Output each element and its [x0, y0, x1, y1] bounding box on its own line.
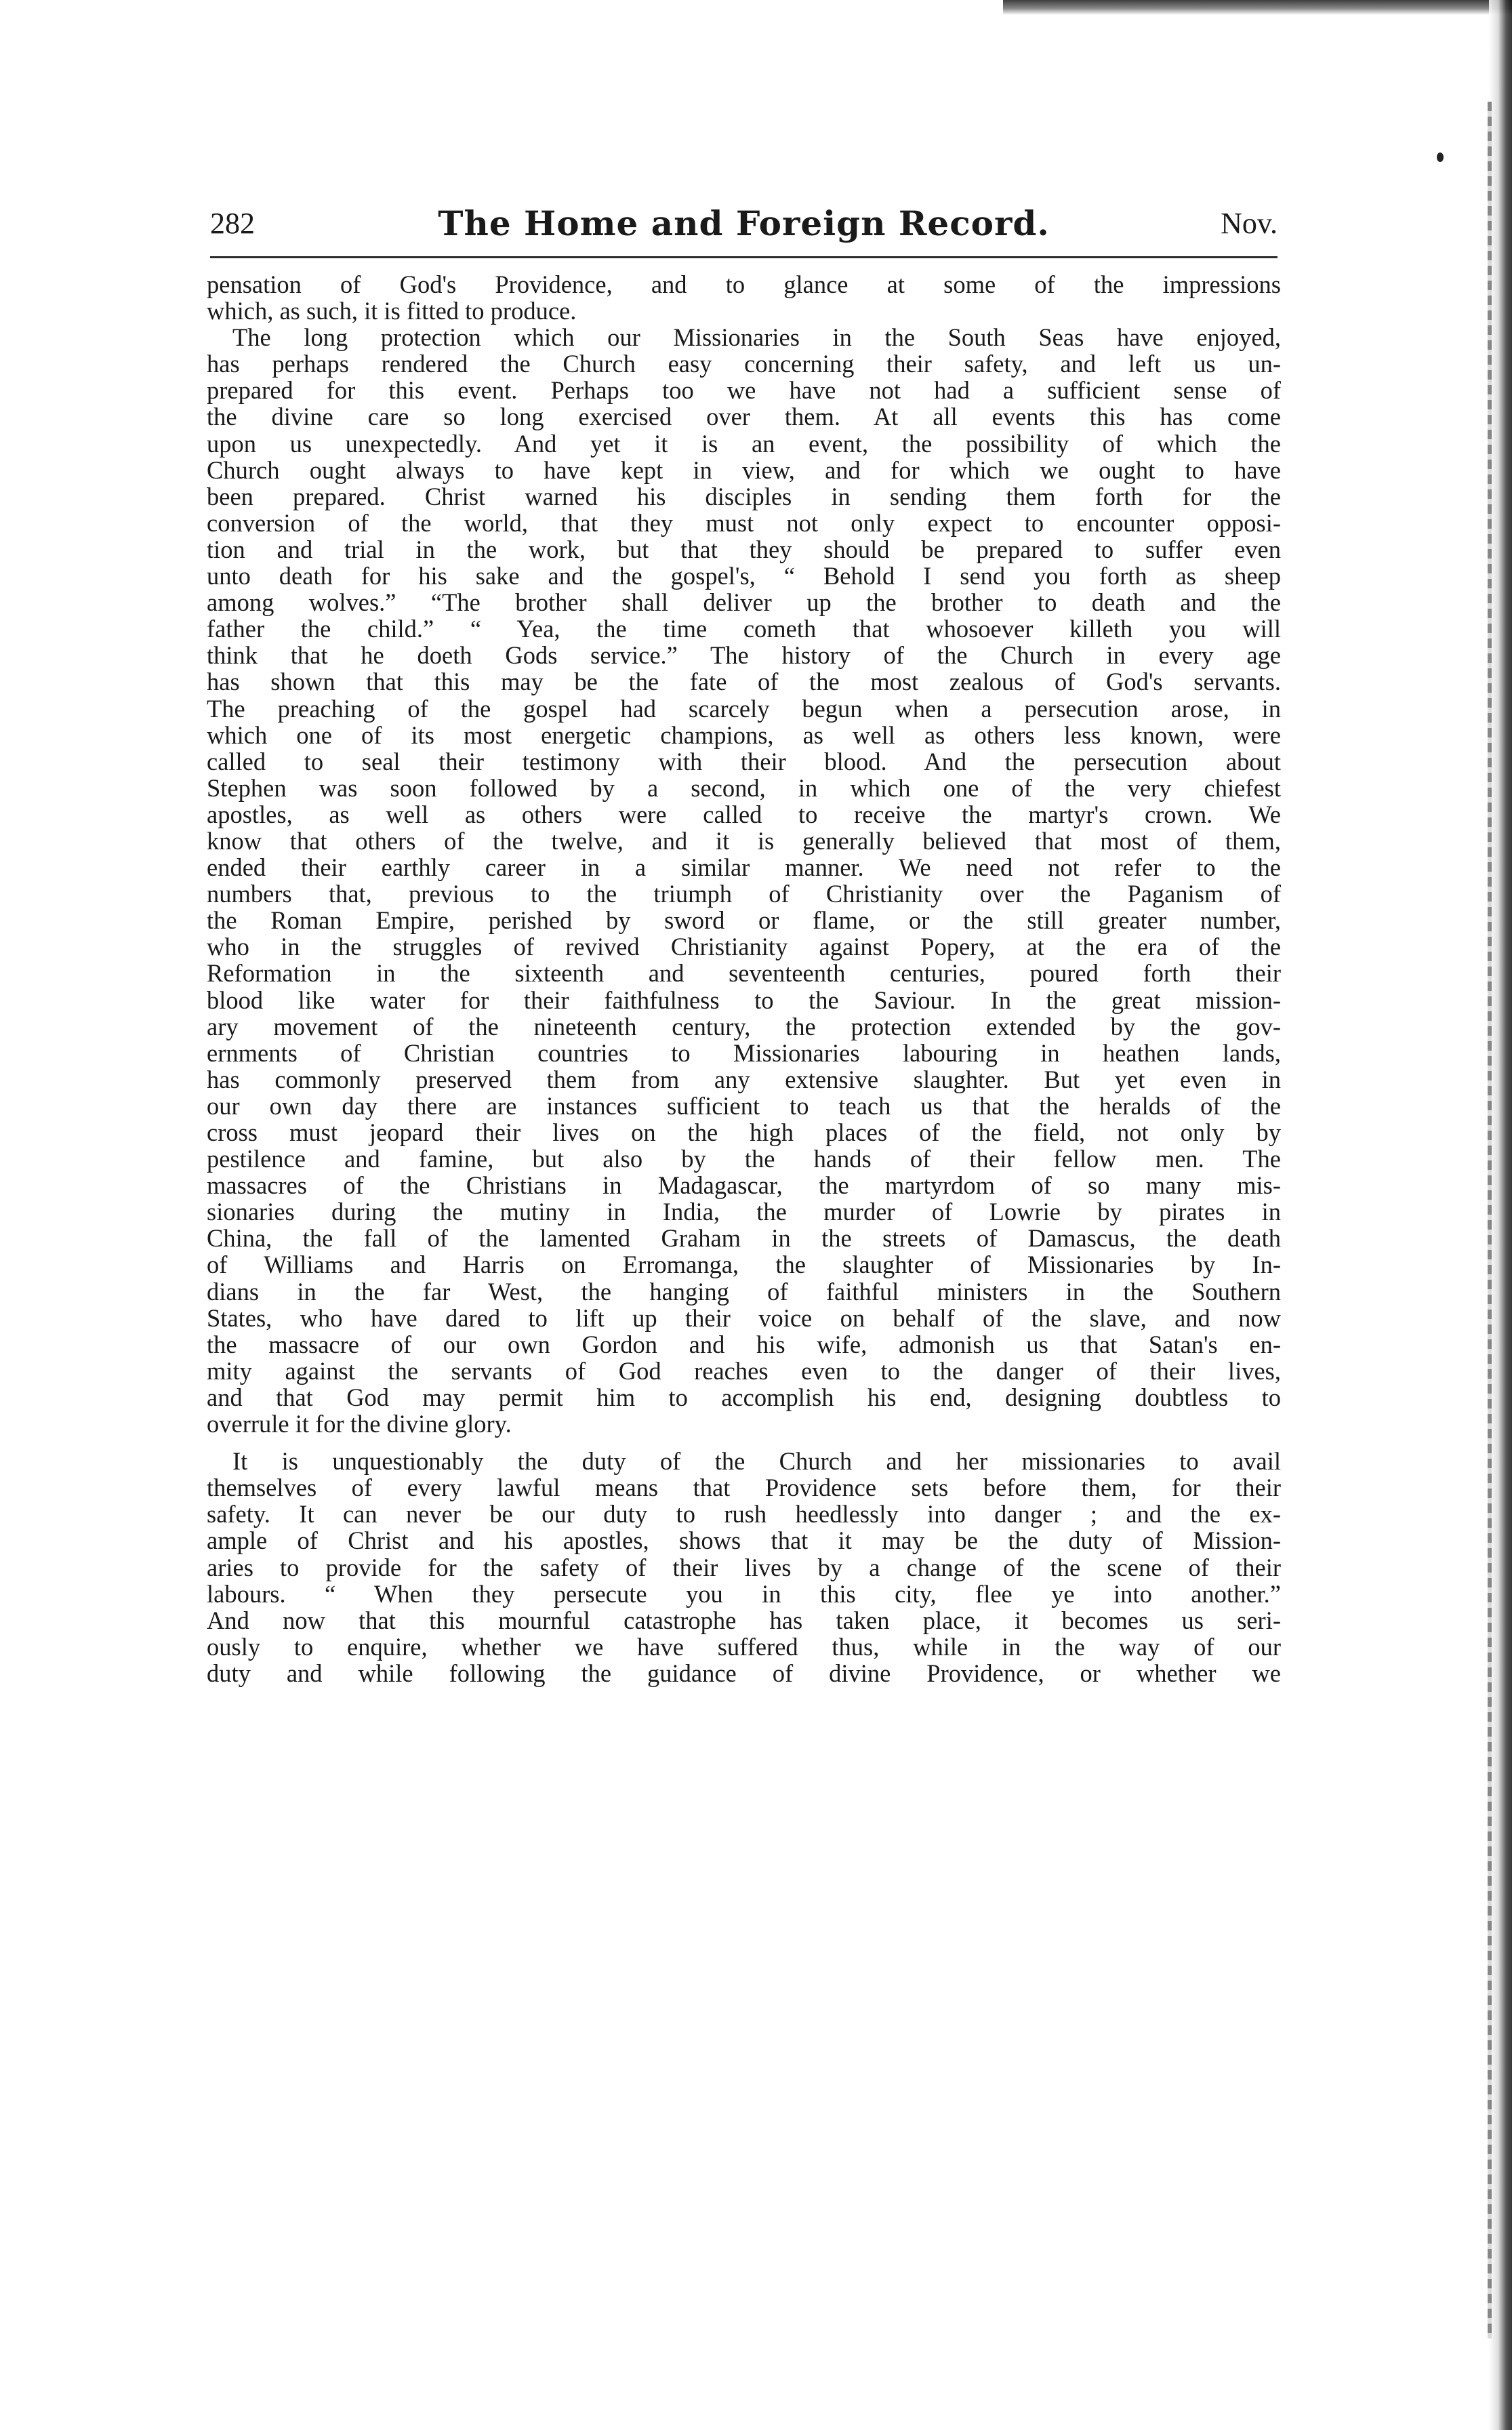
- text-line: cross must jeopard their lives on the high places of the field, not only by: [207, 1118, 1281, 1146]
- text-line: the Roman Empire, perished by sword or flame, or the still greater number,: [207, 906, 1281, 935]
- text-line: has commonly preserved them from any extensive slaughter. But yet even in: [207, 1065, 1281, 1093]
- text-line: The preaching of the gospel had scarcely begun when a persecution arose, in: [207, 694, 1281, 723]
- text-line: Church ought always to have kept in view, and for which we ought to have: [207, 455, 1281, 484]
- text-line: The long protection which our Missionaries in the South Seas have enjoyed,: [232, 323, 1281, 352]
- text-line: States, who have dared to lift up their voice on behalf of the slave, and now: [207, 1303, 1281, 1332]
- text-line: unto death for his sake and the gospel's, “ Behold I send you forth as sheep: [207, 562, 1281, 590]
- text-line: It is unquestionably the duty of the Church and her missionaries to avail: [232, 1447, 1281, 1476]
- text-line: who in the struggles of revived Christianity against Popery, at the era of the: [207, 933, 1281, 961]
- paragraph-gap: [207, 1437, 1281, 1448]
- text-line: upon us unexpectedly. And yet it is an event, the possibility of which the: [207, 429, 1281, 458]
- text-line: labours. “ When they persecute you in this city, flee ye into another.”: [207, 1579, 1281, 1608]
- text-line: overrule it for the divine glory.: [207, 1410, 512, 1438]
- text-line: ary movement of the nineteenth century, the protection extended by the gov-: [207, 1012, 1281, 1040]
- scan-edge-top: [1003, 0, 1512, 15]
- text-line: has perhaps rendered the Church easy concerning their safety, and left us un-: [207, 350, 1281, 378]
- text-line: apostles, as well as others were called to receive the martyr's crown. We: [207, 800, 1281, 828]
- text-line: which, as such, it is fitted to produce.: [207, 297, 577, 325]
- running-header: [210, 203, 1278, 251]
- text-line: has shown that this may be the fate of the most zealous of God's servants.: [207, 668, 1281, 696]
- text-line: father the child.” “ Yea, the time cometh that whosoever killeth you will: [207, 615, 1281, 643]
- text-line: safety. It can never be our duty to rush heedlessly into danger ; and the ex-: [207, 1500, 1281, 1528]
- paragraph: [207, 271, 1281, 324]
- text-line: know that others of the twelve, and it is generally believed that most of them,: [207, 826, 1281, 855]
- text-line: the divine care so long exercised over them. At all events this has come: [207, 403, 1281, 431]
- text-line: been prepared. Christ warned his disciples in sending them forth for the: [207, 482, 1281, 510]
- text-line: duty and while following the guidance of divine Providence, or whether we: [207, 1659, 1281, 1687]
- text-line: dians in the far West, the hanging of faithful ministers in the Southern: [207, 1277, 1281, 1305]
- text-line: massacres of the Christians in Madagascar, the martyrdom of so many mis-: [207, 1171, 1281, 1200]
- text-line: China, the fall of the lamented Graham in the streets of Damascus, the death: [207, 1224, 1281, 1253]
- text-line: tion and trial in the work, but that they should be prepared to suffer even: [207, 535, 1281, 563]
- text-line: of Williams and Harris on Erromanga, the slaughter of Missionaries by In-: [207, 1251, 1281, 1279]
- text-line: And now that this mournful catastrophe has taken place, it becomes us seri-: [207, 1606, 1281, 1634]
- journal-title: The Home and Foreign Record.: [438, 203, 1050, 243]
- text-line: sionaries during the mutiny in India, the murder of Lowrie by pirates in: [207, 1198, 1281, 1226]
- text-line: our own day there are instances sufficient to teach us that the heralds of the: [207, 1091, 1281, 1120]
- paragraph: [207, 324, 1281, 1437]
- text-line: aries to provide for the safety of their lives by a change of the scene of their: [207, 1553, 1281, 1581]
- text-line: pensation of God's Providence, and to glance at some of the impressions: [207, 270, 1281, 298]
- text-line: numbers that, previous to the triumph of Christianity over the Paganism of: [207, 880, 1281, 908]
- scan-edge-right: [1489, 0, 1512, 2430]
- issue-month: Nov.: [1221, 207, 1278, 240]
- paragraph: [207, 1448, 1281, 1686]
- text-line: ously to enquire, whether we have suffered thus, while in the way of our: [207, 1632, 1281, 1661]
- text-line: ernments of Christian countries to Missionaries labouring in heathen lands,: [207, 1038, 1281, 1067]
- text-line: ended their earthly career in a similar manner. We need not refer to the: [207, 853, 1281, 882]
- text-line: Stephen was soon followed by a second, in which one of the very chiefest: [207, 773, 1281, 802]
- text-line: themselves of every lawful means that Providence sets before them, for their: [207, 1474, 1281, 1502]
- text-line: called to seal their testimony with their blood. And the persecution about: [207, 747, 1281, 775]
- text-line: blood like water for their faithfulness to the Saviour. In the great mission-: [207, 986, 1281, 1014]
- text-line: and that God may permit him to accomplish his end, designing doubtless to: [207, 1383, 1281, 1411]
- text-line: think that he doeth Gods service.” The history of the Church in every age: [207, 641, 1281, 670]
- text-line: which one of its most energetic champions, as well as others less known, were: [207, 721, 1281, 749]
- scan-edge-binding: [1488, 102, 1492, 2338]
- text-line: prepared for this event. Perhaps too we have not had a sufficient sense of: [207, 376, 1281, 405]
- text-line: conversion of the world, that they must not only expect to encounter opposi-: [207, 508, 1281, 537]
- text-line: among wolves.” “The brother shall deliver up the brother to death and the: [207, 588, 1281, 617]
- text-line: the massacre of our own Gordon and his wife, admonish us that Satan's en-: [207, 1330, 1281, 1358]
- text-line: ample of Christ and his apostles, shows that it may be the duty of Mission-: [207, 1526, 1281, 1555]
- text-line: mity against the servants of God reaches even to the danger of their lives,: [207, 1356, 1281, 1385]
- text-line: Reformation in the sixteenth and seventeenth centuries, poured forth their: [207, 959, 1281, 988]
- header-rule: [210, 256, 1278, 258]
- page-number: 282: [210, 207, 255, 240]
- text-line: pestilence and famine, but also by the hands of their fellow men. The: [207, 1145, 1281, 1173]
- ink-speck: [1437, 153, 1444, 162]
- article-body: [207, 271, 1281, 1686]
